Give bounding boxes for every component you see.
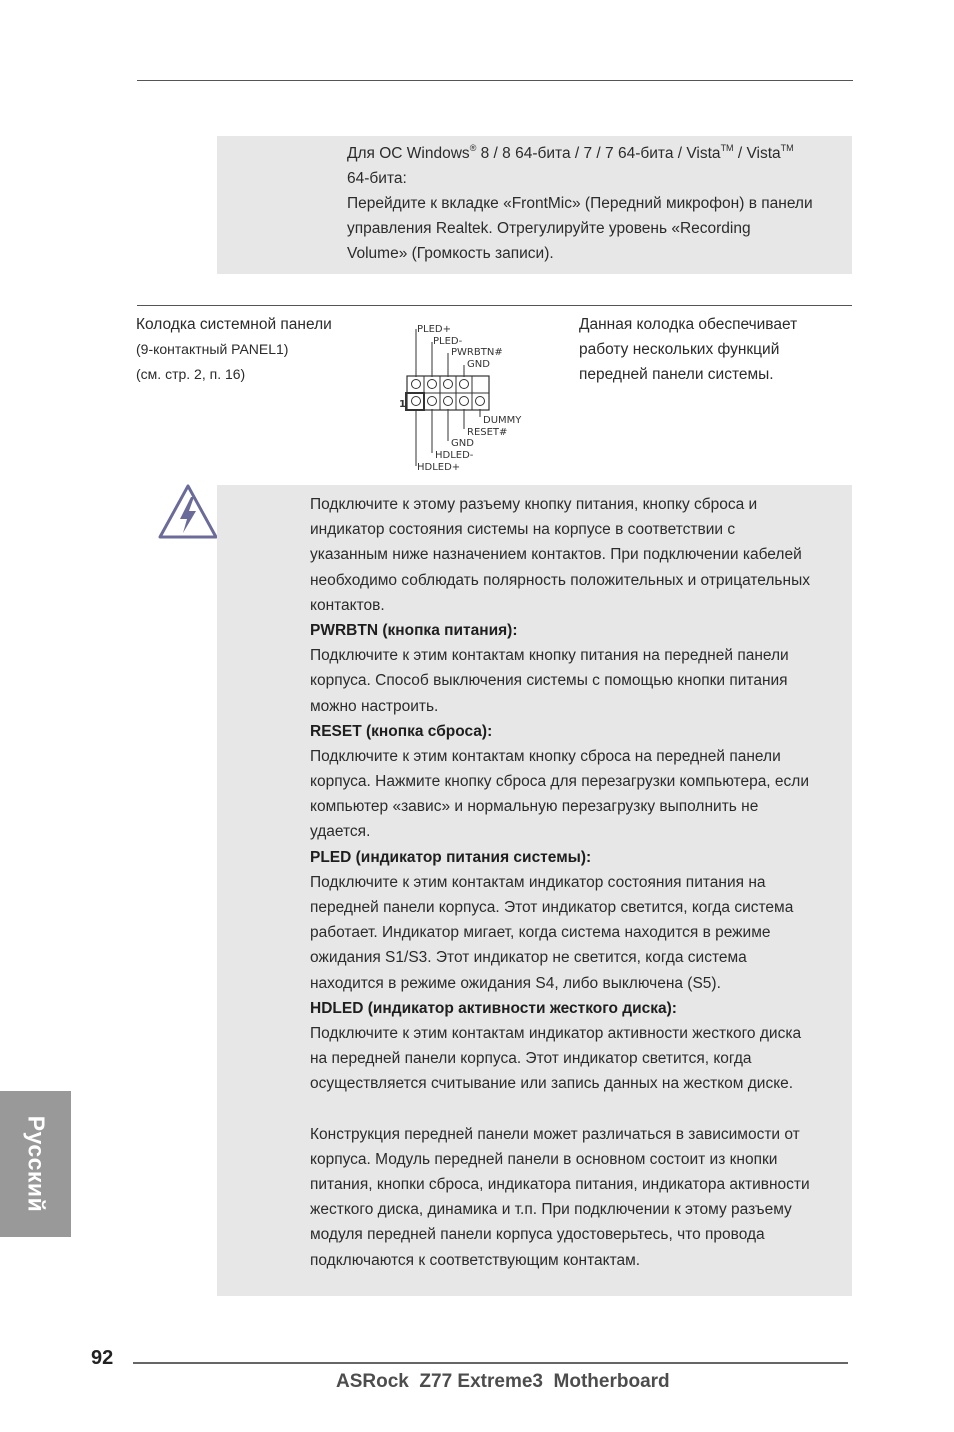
pin-description-line: Подключите к этим контактам индикатор активности жесткого диска: [310, 1024, 802, 1042]
pin-section-heading: PWRBTN (кнопка питания):: [310, 621, 518, 639]
note-line-2: 64-бита:: [347, 170, 407, 187]
section-desc-2: работу нескольких функций: [579, 341, 780, 358]
pin-description-line: контактов.: [310, 596, 385, 614]
pin-label-hdled-plus: HDLED+: [417, 462, 461, 473]
page-number: 92: [91, 1347, 114, 1369]
pin-description-line: ожидания S1/S3. Этот индикатор не светится, когда система: [310, 949, 747, 967]
pin-description-line: питания, кнопки сброса, индикатора питания, индикатора активности: [310, 1176, 810, 1194]
pin-description-line: корпуса. Нажмите кнопку сброса для перезагрузки компьютера, если: [310, 773, 809, 791]
pin-description-line: корпуса. Способ выключения системы с помощью кнопки питания: [310, 672, 788, 690]
pin-label-gnd-bottom: GND: [451, 438, 474, 449]
note-line-3: Перейдите к вкладке «FrontMic» (Передний микрофон) в панели: [347, 195, 813, 212]
pin-description-line: можно настроить.: [310, 697, 439, 715]
pin-description-line: индикатор состояния системы на корпусе в соответствии с: [310, 521, 736, 539]
section-subtitle-2: (см. стр. 2, п. 16): [136, 366, 246, 382]
pin-label-hdled-minus: HDLED-: [435, 450, 474, 461]
registered-mark: ®: [469, 142, 477, 153]
pin-description-line: подключаются к соответствующим контактам.: [310, 1251, 641, 1269]
pin-one-marker: 1: [399, 399, 406, 410]
pin-section-heading: PLED (индикатор питания системы):: [310, 848, 592, 866]
footer-rule: [133, 1362, 848, 1364]
pin-description-line: удается.: [310, 823, 371, 841]
footer-product-name: ASRock Z77 Extreme3 Motherboard: [336, 1371, 670, 1392]
pin-section-heading: RESET (кнопка сброса):: [310, 722, 493, 740]
section-desc-3: передней панели системы.: [579, 366, 774, 383]
pin-description-line: Подключите к этим контактам кнопку сброса на передней панели: [310, 747, 781, 765]
pin-description-line: [310, 1097, 810, 1122]
pin-description-line: передней панели корпуса. Этот индикатор светится, когда система: [310, 899, 794, 916]
section-title: Колодка системной панели: [136, 316, 332, 333]
warning-lightning-icon: [157, 483, 219, 541]
note-line-5: Volume» (Громкость записи).: [347, 245, 554, 262]
pin-description-line: работает. Индикатор мигает, когда система находится в режиме: [310, 924, 771, 942]
note-line-1-prefix: Для ОС Windows: [347, 145, 470, 162]
section-subtitle-1: (9-контактный PANEL1): [136, 341, 289, 357]
note-line-1: [347, 141, 794, 166]
pin-description-line: Подключите к этим контактам индикатор состояния питания на: [310, 873, 766, 891]
pin-label-pled-plus: PLED+: [417, 324, 451, 335]
language-side-tab: [0, 1091, 71, 1237]
pin-description-line: находится в режиме ожидания S4, либо выключена (S5).: [310, 974, 721, 992]
pin-description-line: необходимо соблюдать полярность положительных и отрицательных: [310, 571, 810, 589]
note-line-1-mid: 8 / 8 64-бита / 7 / 7 64-бита / Vista: [476, 145, 721, 162]
pin-description-line: Подключите к этому разъему кнопку питания, кнопку сброса и: [310, 496, 758, 513]
pin-description-text: [310, 492, 810, 1273]
pin-label-pwrbtn: PWRBTN#: [451, 347, 503, 358]
pin-description-line: на передней панели корпуса. Этот индикатор светится, когда: [310, 1050, 752, 1068]
pin-description-line: Конструкция передней панели может различаться в зависимости от: [310, 1125, 800, 1143]
language-side-tab-label: Русский: [23, 1115, 49, 1213]
panel1-pin-diagram: [395, 318, 535, 476]
pin-description-line: жесткого диска, динамика и т.п. При подключении к этому разъему: [310, 1201, 792, 1219]
top-rule: [137, 80, 853, 81]
note-line-1-sep: / Vista: [733, 145, 781, 162]
trademark-1: TM: [720, 142, 734, 153]
pin-label-pled-minus: PLED-: [433, 336, 463, 347]
pin-description-line: компьютер «завис» и нормальную перезагрузку выполнить не: [310, 798, 759, 816]
pin-description-line: указанным ниже назначением контактов. При подключении кабелей: [310, 546, 802, 564]
pin-description-line: модуля передней панели корпуса удостоверьтесь, что провода: [310, 1226, 765, 1244]
pin-section-heading: HDLED (индикатор активности жесткого диска):: [310, 999, 677, 1017]
pin-description-line: Подключите к этим контактам кнопку питания на передней панели: [310, 647, 789, 665]
pin-label-gnd-top: GND: [467, 359, 490, 370]
pin-label-reset: RESET#: [467, 427, 508, 438]
section-desc-1: Данная колодка обеспечивает: [579, 316, 798, 333]
section-rule: [137, 305, 852, 306]
note-line-4: управления Realtek. Отрегулируйте уровень «Recording: [347, 220, 751, 237]
pin-description-line: корпуса. Модуль передней панели в основном состоит из кнопки: [310, 1150, 778, 1168]
pin-description-line: осуществляется считывание или запись данных на жестком диске.: [310, 1075, 794, 1093]
trademark-2: TM: [780, 142, 794, 153]
pin-label-dummy: DUMMY: [483, 415, 522, 426]
